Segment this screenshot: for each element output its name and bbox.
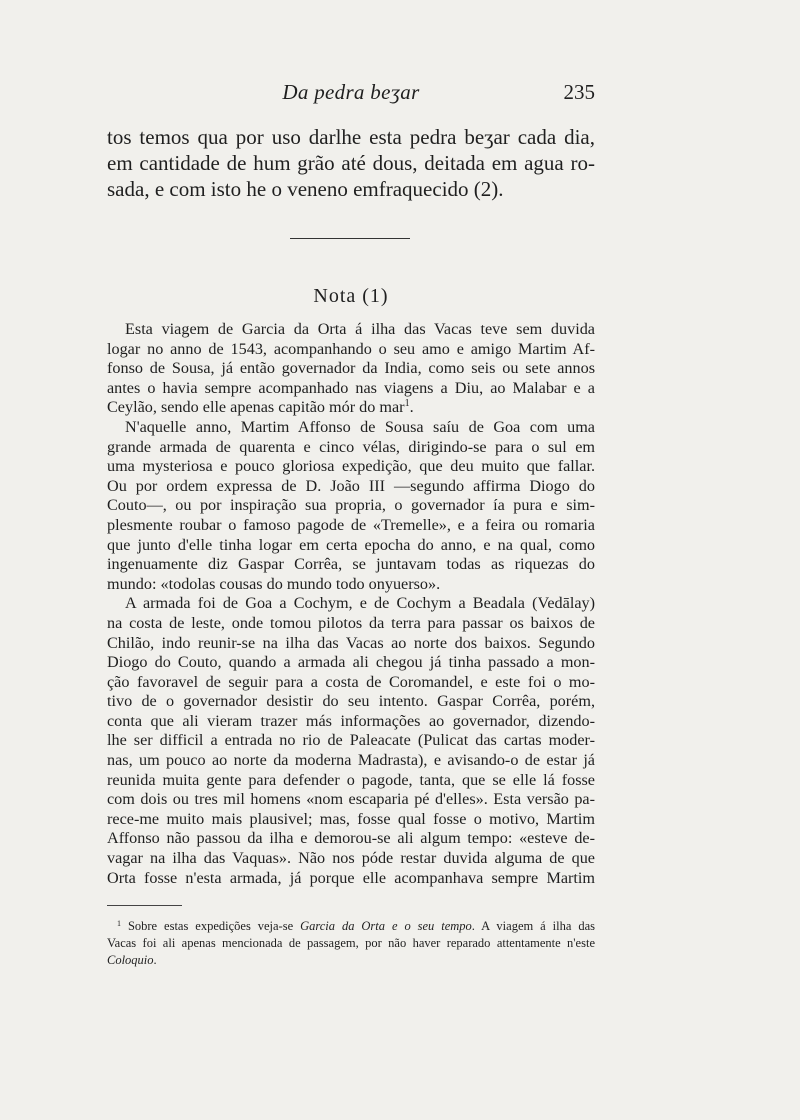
- footnote-line: Vacas foi ali apenas mencionada de passagem, por não haver reparado attentamente n'este: [107, 936, 595, 950]
- note-line: tivo de o governador desistir do seu intento. Gaspar Corrêa, porém,: [107, 692, 595, 711]
- page-header: [107, 80, 595, 110]
- footnote-reference: 1: [404, 398, 410, 410]
- note-line: Ou por ordem expressa de D. João III —segundo affirma Diogo do: [107, 476, 595, 495]
- note-line: lhe ser difficil a entrada no rio de Paleacate (Pulicat das cartas moder-: [107, 731, 595, 750]
- page-number: 235: [563, 80, 595, 104]
- continued-text: [107, 124, 595, 202]
- note-line: com dois ou tres mil homens «nom escaparia pé d'elles». Esta versão pa-: [107, 790, 595, 809]
- note-line: grande armada de quarenta e cinco vélas, dirigindo-se para o sul em: [107, 437, 595, 456]
- footnote-cited-title: Garcia da Orta e o seu tempo: [300, 919, 472, 933]
- note-line: plesmente roubar o famoso pagode de «Tremelle», e a feira ou romaria: [107, 515, 595, 534]
- note-line: reunida muita gente para defender o pagode, tanta, que se elle lá fosse: [107, 770, 595, 789]
- footnote-line: [107, 952, 595, 969]
- running-title: Da pedra beʒar: [282, 80, 420, 104]
- note-heading: Nota (1): [313, 285, 389, 307]
- note-line: conta que ali vieram trazer más informações ao governador, dizendo-: [107, 711, 595, 730]
- note-line-text: Ceylão, sendo elle apenas capitão mór do mar: [107, 398, 405, 417]
- note-line: logar no anno de 1543, acompanhando o seu amo e amigo Martim Af-: [107, 339, 595, 358]
- note-line: ingenuamente diz Gaspar Corrêa, se juntavam todas as riquezas do: [107, 555, 595, 574]
- note-line: antes o havia sempre acompanhado nas viagens a Diu, ao Malabar e a: [107, 378, 595, 397]
- footnote-text: Sobre estas expedições veja-se: [127, 919, 301, 933]
- note-line: Ceylão, sendo elle apenas capitão mór do mar$^1$.: [107, 398, 414, 417]
- note-line: Couto—, ou por inspiração sua propria, o governador ía pura e sim-: [107, 496, 595, 515]
- note-line: fonso de Sousa, já então governador da India, como seis ou sete annos: [107, 359, 595, 378]
- note-line: A armada foi de Goa a Cochym, e de Cochym a Beadala (Vedālay): [125, 594, 595, 613]
- note-line: ção favoravel de seguir para a costa de Coromandel, e este foi o mo-: [107, 672, 595, 691]
- note-line: Esta viagem de Garcia da Orta á ilha das Vacas teve sem duvida: [125, 320, 595, 338]
- note-line: Orta fosse n'esta armada, já porque elle acompanhava sempre Martim: [107, 868, 595, 887]
- note-line: mundo: «todolas cousas do mundo todo onyuerso».: [107, 574, 441, 593]
- text-line: em cantidade de hum grão até dous, deitada em agua ro-: [107, 151, 595, 175]
- footnote-text: . A viagem á ilha das: [471, 919, 595, 933]
- note-line: na costa de leste, onde tomou pilotos da terra para passar os baixos de: [107, 613, 595, 632]
- note-line: Diogo do Couto, quando a armada ali chegou já tinha passado a mon-: [107, 653, 595, 672]
- note-line: rece-me muito mais plausivel; mas, fosse qual fosse o motivo, Martim: [107, 809, 595, 828]
- note-line: nas, um pouco ao norte da moderna Madrasta), e avisando-o de estar já: [107, 751, 595, 770]
- footnote: [107, 915, 595, 969]
- section-divider: [290, 238, 410, 239]
- text-line: sada, e com isto he o veneno emfraquecido (2).: [107, 177, 504, 201]
- footnote-marker: 1: [117, 919, 121, 928]
- note-body: [107, 320, 595, 888]
- note-line: Affonso não passou da ilha e demorou-se ali algum tempo: «esteve de-: [107, 829, 595, 848]
- note-line: vagar na ilha das Vaquas». Não nos póde restar duvida alguma de que: [107, 849, 595, 868]
- note-line: que junto d'elle tinha logar em certa epocha do anno, e na qual, como: [107, 535, 595, 554]
- footnote-cited-title: Coloquio: [107, 953, 154, 967]
- footnote-text: .: [153, 953, 157, 967]
- note-line: Chilão, indo reunir-se na ilha das Vacas ao norte dos baixos. Segundo: [107, 633, 595, 652]
- footnote-divider: [107, 905, 182, 906]
- footnote-line: [107, 915, 595, 935]
- text-line: tos temos qua por uso darlhe esta pedra beʒar cada dia,: [107, 125, 595, 149]
- note-line: uma mysteriosa e pouco gloriosa expedição, que deu muito que fallar.: [107, 457, 595, 476]
- note-line: N'aquelle anno, Martim Affonso de Sousa saíu de Goa com uma: [125, 417, 595, 436]
